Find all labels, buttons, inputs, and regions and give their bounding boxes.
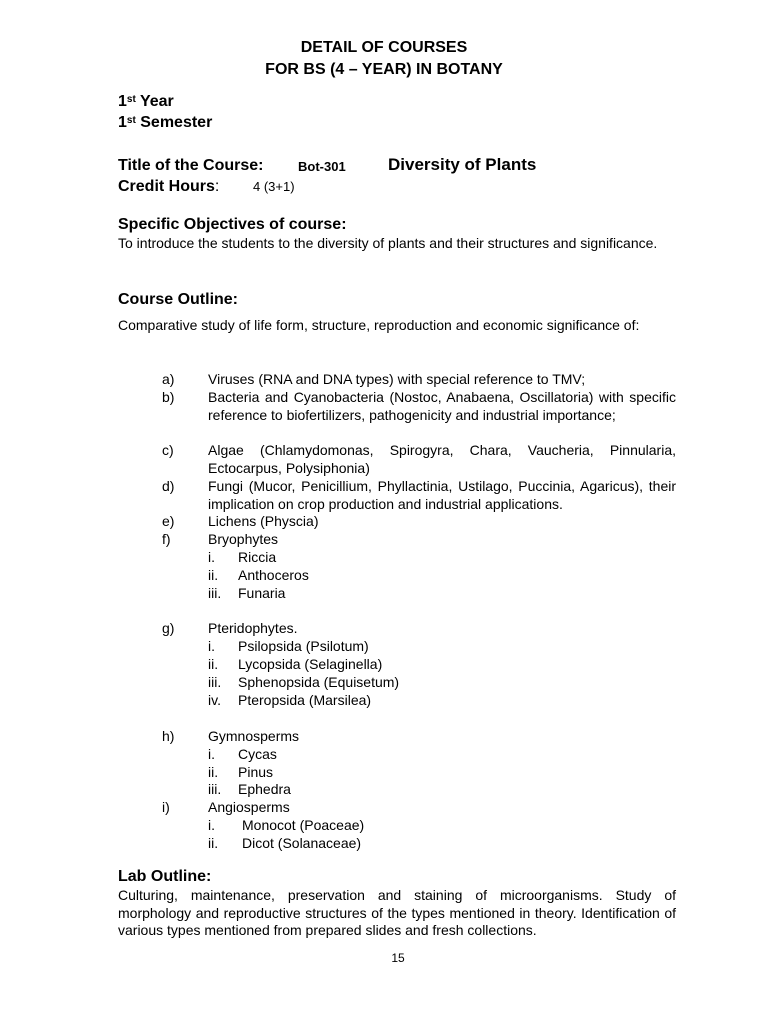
lab-outline-heading: Lab Outline: (118, 868, 212, 885)
sub-item-text: Lycopsida (Selaginella) (238, 656, 383, 672)
year-number: 1 (118, 93, 127, 110)
course-title-label: Title of the Course: (118, 157, 264, 174)
outline-item-f: Bryophytes (208, 531, 279, 547)
semester-number: 1 (118, 114, 127, 131)
sub-item-text: Pteropsida (Marsilea) (238, 692, 372, 708)
sub-item-f-i (208, 549, 276, 567)
outline-item-h: Gymnosperms (208, 728, 300, 744)
sub-item-number: ii. (208, 567, 219, 583)
outline-item-e: Lichens (Physcia) (208, 513, 319, 529)
credit-hours-row (118, 177, 219, 197)
sub-item-text: Riccia (238, 549, 277, 565)
page-title-line-1: DETAIL OF COURSES (300, 39, 468, 56)
outline-item-g: Pteridophytes. (208, 620, 298, 636)
page-title-line-2: FOR BS (4 – YEAR) IN BOTANY (265, 61, 503, 78)
sub-item-number: iv. (208, 692, 221, 708)
sub-item-number: iii. (208, 781, 222, 797)
outline-item-label-a: a) (162, 371, 175, 387)
sub-item-g-i (208, 638, 369, 656)
sub-item-number: i. (208, 817, 215, 833)
outline-item-label-h: h) (162, 728, 175, 744)
sub-item-number: iii. (208, 585, 222, 601)
sub-item-text: Cycas (238, 746, 277, 762)
course-outline-intro: Comparative study of life form, structure, reproduction and economic significance of: (118, 317, 640, 333)
outline-item-label-d: d) (162, 478, 175, 494)
sub-item-text: Psilopsida (Psilotum) (238, 638, 369, 654)
sub-item-text: Ephedra (238, 781, 291, 797)
course-outline-heading: Course Outline: (118, 291, 239, 308)
course-code: Bot-301 (298, 159, 346, 174)
outline-item-a: Viruses (RNA and DNA types) with special reference to TMV; (208, 371, 586, 387)
sub-item-g-ii (208, 656, 382, 674)
sub-item-number: i. (208, 638, 215, 654)
credit-hours-colon: : (214, 178, 220, 195)
outline-item-label-e: e) (162, 513, 175, 529)
year-suffix: st (126, 94, 136, 105)
outline-item-d: Fungi (Mucor, Penicillium, Phyllactinia, Ustilago, Puccinia, Agaricus), their implication on crop production and industrial applications. (208, 478, 676, 512)
outline-item-b: Bacteria and Cyanobacteria (Nostoc, Anabaena, Oscillatoria) with specific reference to biofertilizers, pathogenicity and industrial importance; (208, 389, 676, 423)
sub-item-i-ii (208, 835, 361, 853)
sub-item-number: i. (208, 746, 215, 762)
sub-item-text: Monocot (Poaceae) (242, 817, 365, 833)
semester-heading (118, 113, 212, 133)
page-number: 15 (391, 951, 405, 965)
sub-item-i-i (208, 817, 364, 835)
sub-item-text: Funaria (238, 585, 286, 601)
credit-hours-value: 4 (3+1) (253, 179, 295, 194)
objectives-text: To introduce the students to the diversity of plants and their structures and significance. (118, 235, 658, 251)
sub-item-text: Pinus (238, 764, 274, 780)
outline-item-label-b: b) (162, 389, 175, 405)
sub-item-text: Sphenopsida (Equisetum) (238, 674, 400, 690)
outline-item-c: Algae (Chlamydomonas, Spirogyra, Chara, Vaucheria, Pinnularia, Ectocarpus, Polysiphonia) (208, 442, 676, 476)
sub-item-number: iii. (208, 674, 222, 690)
outline-item-i: Angiosperms (208, 799, 290, 815)
outline-item-label-i: i) (162, 799, 170, 815)
sub-item-text: Dicot (Solanaceae) (242, 835, 362, 851)
sub-item-h-iii (208, 781, 291, 799)
semester-suffix: st (126, 115, 136, 126)
year-heading (118, 92, 174, 112)
outline-item-label-g: g) (162, 620, 175, 636)
outline-item-label-f: f) (162, 531, 171, 547)
sub-item-f-iii (208, 585, 285, 603)
sub-item-number: ii. (208, 764, 219, 780)
sub-item-number: ii. (208, 656, 219, 672)
sub-item-h-ii (208, 764, 273, 782)
credit-hours-label: Credit Hours (118, 178, 215, 195)
sub-item-h-i (208, 746, 277, 764)
sub-item-number: ii. (208, 835, 219, 851)
semester-label: Semester (135, 114, 213, 131)
course-name: Diversity of Plants (388, 155, 537, 174)
sub-item-f-ii (208, 567, 309, 585)
year-label: Year (135, 93, 174, 110)
objectives-heading: Specific Objectives of course: (118, 216, 347, 233)
sub-item-g-iii (208, 674, 399, 692)
sub-item-number: i. (208, 549, 215, 565)
sub-item-g-iv (208, 692, 371, 710)
outline-item-label-c: c) (162, 442, 174, 458)
sub-item-text: Anthoceros (238, 567, 309, 583)
lab-outline-text: Culturing, maintenance, preservation and staining of microorganisms. Study of morphology and reproductive structures of the types mentioned in theory. Identification of various types mentioned from prepared slides and fresh collections. (118, 887, 676, 938)
